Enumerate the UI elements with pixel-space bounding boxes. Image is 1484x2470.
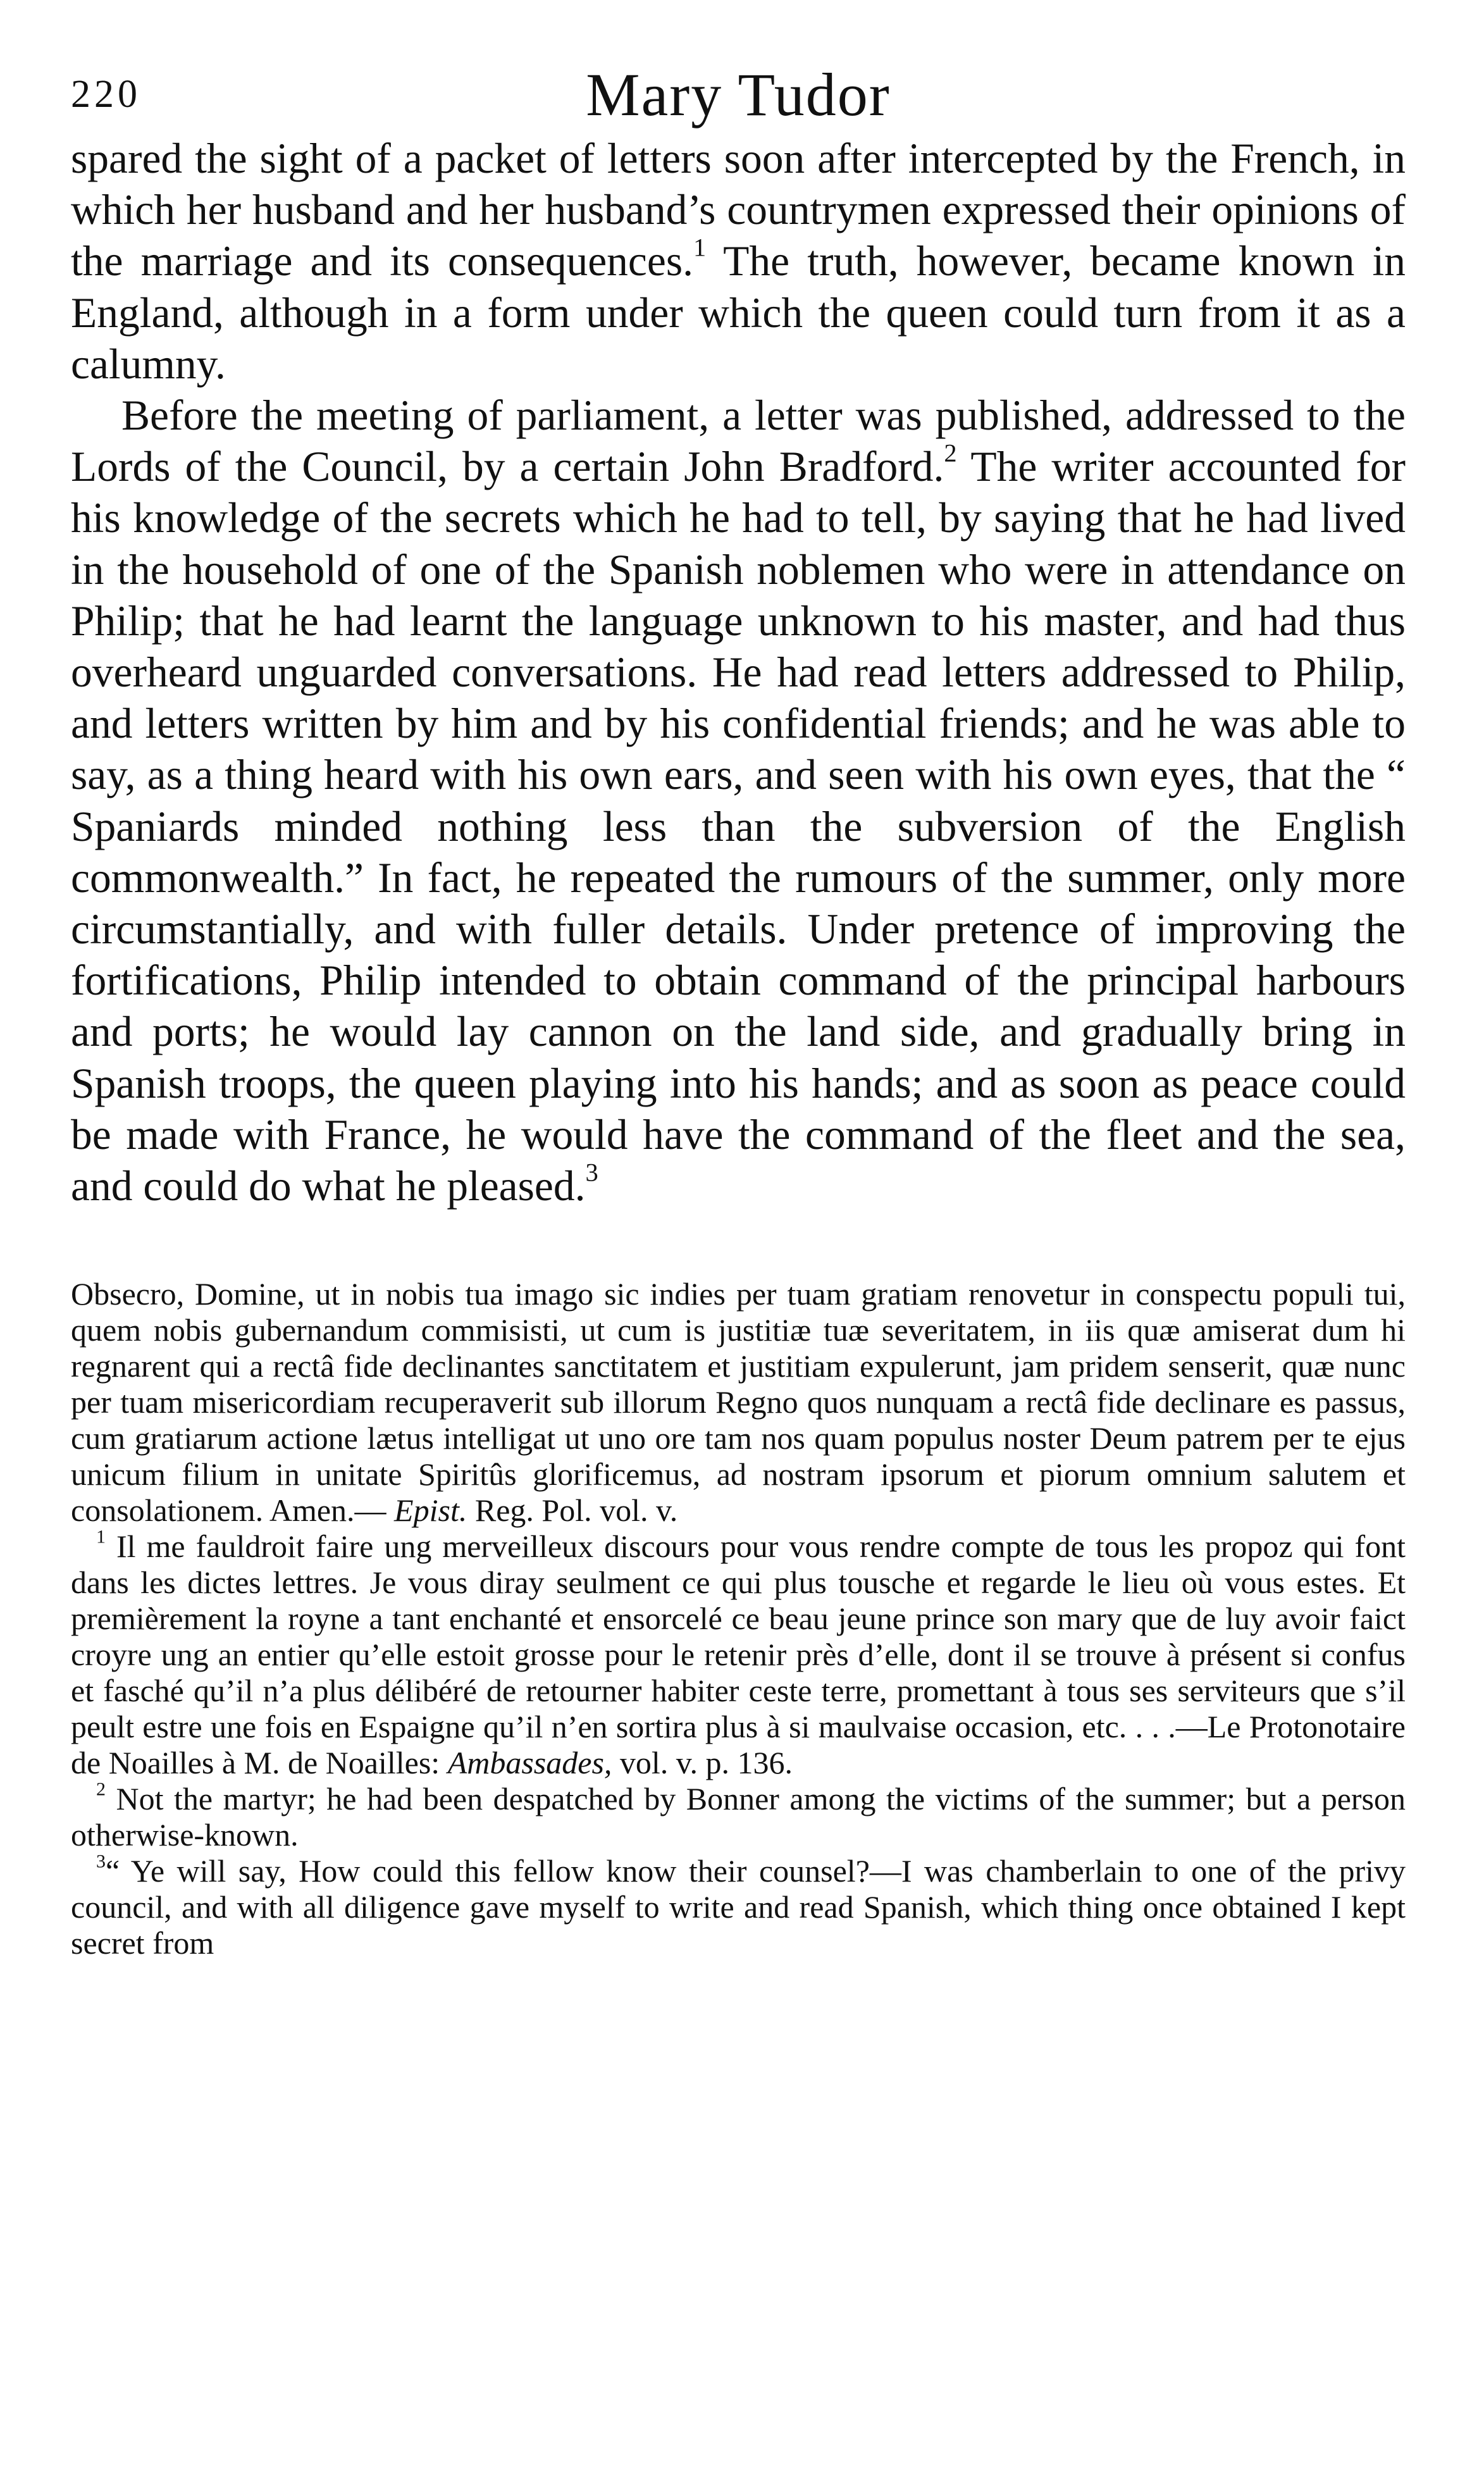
paragraph-2-text-a: Before the meeting of parliament, a letter was published, addressed to the Lords of the Council, by a certain John Bradford. <box>71 392 1406 491</box>
footnote-continuation-text: Obsecro, Domine, ut in nobis tua imago sic indies per tuam gratiam renovetur in conspectu populi tui, quem nobis gubernandum commisisti, ut cum is justitiæ tuæ severitatem, in iis quæ amiserat dum hi regnarent qui a rectâ fide declinantes sanctitatem et justitiam expulerunt, jam pridem senserit, quæ nunc per tuam misericordiam recuperaverit sub illorum Regno quos nunquam a rectâ fide declinare es passus, cum gratiarum actione lætus intelligat ut uno ore tam nos quam populus noster Deum patrem per te ejus unicum filium in unitate Spiritûs glorificemus, ad nostram ipsorum et piorum omnium salutem et consolationem. Amen.— <box>71 1276 1406 1529</box>
footnote-1-source: vol. v. p. 136. <box>612 1745 793 1781</box>
page-header <box>71 51 1406 133</box>
paragraph-1 <box>71 133 1406 390</box>
paragraph-2-text-b: The writer accounted for his knowledge of the secrets which he had to tell, by saying that he had lived in the household of one of the Spanish noblemen who were in attendance on Philip; that he had learnt the language unknown to his master, and had thus overheard unguarded conversations. He had read letters addressed to Philip, and letters written by him and by his confidential friends; and he was able to say, as a thing heard with his own ears, and seen with his own eyes, that the “ Spaniards minded nothing less than the subversion of the English commonwealth.” In fact, he repeated the rumours of the summer, only more circumstantially, and with fuller details. Under pretence of improving the fortifications, Philip intended to obtain command of the principal harbours and ports; he would lay cannon on the land side, and gradually bring in Spanish troops, the queen playing into his hands; and as soon as peace could be made with France, he would have the command of the fleet and the sea, and could do what he pleased. <box>71 443 1406 1210</box>
paragraph-2 <box>71 390 1406 1212</box>
footnote-1 <box>71 1526 1406 1781</box>
footnote-1-source-italic: Ambassades, <box>447 1745 612 1781</box>
footnote-2 <box>71 1778 1406 1853</box>
footnote-continuation-source-italic: Epist. <box>394 1493 467 1529</box>
footnote-3 <box>71 1853 1406 1961</box>
page-number: 220 <box>71 73 141 116</box>
paragraph-1-text: spared the sight of a packet of letters soon after intercepted by the French, in which her husband and her husband’s countrymen expressed their opinions of the marriage and its consequences. <box>71 135 1406 285</box>
footnote-2-mark: 2 <box>96 1778 106 1800</box>
footnote-1-text: Il me fauldroit faire ung merveilleux discours pour vous rendre compte de tous les propoz qui font dans les dictes lettres. Je vous diray seulment ce qui plus tousche et regarde le lieu où vous estes. Et premièrement la royne a tant enchanté et ensorcelé ce beau jeune prince son mary que de luy avoir faict croyre ung an entier qu’elle estoit grosse pour le retenir près d’elle, dont il se trouve à présent si confus et fasché qu’il n’a plus délibéré de retourner habiter ceste terre, promettant à tous ses serviteurs que s’il peult estre une fois en Espaigne qu’il n’en sortira plus à si maulvaise occasion, etc. . . .—Le Protonotaire de Noailles à M. de Noailles: <box>71 1529 1406 1781</box>
main-text <box>71 133 1406 1212</box>
footnotes <box>71 1276 1406 1961</box>
book-page <box>71 51 1406 1961</box>
footnote-continuation <box>71 1276 1406 1529</box>
footnote-ref-1: 1 <box>693 233 707 263</box>
footnote-1-mark: 1 <box>96 1526 106 1548</box>
footnote-continuation-source: Reg. Pol. vol. v. <box>467 1493 678 1529</box>
footnote-ref-3: 3 <box>585 1158 598 1187</box>
footnote-3-text: “ Ye will say, How could this fellow know their counsel?—I was chamberlain to one of the privy council, and with all diligence gave myself to write and read Spanish, which thing once obtained I kept secret from <box>71 1853 1406 1961</box>
footnote-ref-2: 2 <box>944 438 957 468</box>
paragraph-1-tail: The truth, however, became known in England, although in a form under which the queen could turn from it as a calumny. <box>71 237 1406 388</box>
footnote-2-text: Not the martyr; he had been despatched by Bonner among the victims of the summer; but a person otherwise-known. <box>71 1781 1406 1853</box>
running-title: Mary Tudor <box>586 61 891 128</box>
footnote-3-mark: 3 <box>96 1851 106 1872</box>
